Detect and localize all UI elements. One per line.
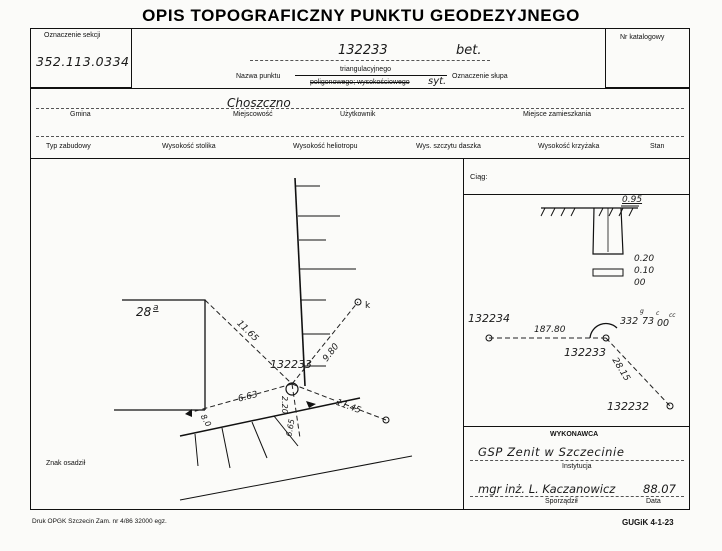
building-superscript: a xyxy=(153,303,159,313)
section-value: 352.113.0334 xyxy=(36,54,130,69)
point-number-line xyxy=(250,60,490,61)
distance-label-0: 11.65 xyxy=(234,318,260,344)
north-label: k xyxy=(365,301,371,311)
sketch-drawing xyxy=(30,158,463,510)
point-type-suffix: syt. xyxy=(428,76,447,87)
footer-print-info: Druk OPGK Szczecin Zam. nr 4/86 32000 egz. xyxy=(32,518,167,525)
distance-label-4: 6.65 xyxy=(284,418,297,438)
traverse-right-point: 132232 xyxy=(607,400,649,413)
location-line-2 xyxy=(36,136,684,137)
cross-section-drawing xyxy=(463,194,690,294)
form-title: OPIS TOPOGRAFICZNY PUNKTU GEODEZYJNEGO xyxy=(142,6,580,25)
point-number: 132233 xyxy=(338,43,388,58)
footer-code: GUGiK 4-1-23 xyxy=(622,518,674,527)
distance-label-3: 2.20 xyxy=(280,396,289,414)
section-label: Oznaczenie sekcji xyxy=(44,32,101,39)
distance-label-2: 6.63 xyxy=(236,389,259,405)
institution-line xyxy=(470,460,684,461)
point-type-bottom: poligonowego; wysokościowego xyxy=(310,79,410,86)
catalog-label: Nr katalogowy xyxy=(620,34,665,41)
institution-label: Instytucja xyxy=(562,463,592,470)
column-label-3: Wys. szczytu daszka xyxy=(416,143,481,150)
traverse-left-point: 132234 xyxy=(468,312,510,325)
author-line xyxy=(470,496,684,497)
executor-title: WYKONAWCA xyxy=(550,431,599,438)
gmina-label: Gmina xyxy=(70,111,91,118)
point-type-divider xyxy=(295,75,447,76)
traverse-center-point: 132233 xyxy=(564,346,606,359)
traverse-right-distance: 28.15 xyxy=(609,356,632,384)
executor-date: 88.07 xyxy=(643,482,676,496)
author-label: Sporządził xyxy=(545,498,578,505)
locality-value: Choszczno xyxy=(227,96,291,110)
traverse-angle-deg: 332 xyxy=(620,316,639,327)
traverse-angle-min: 73 xyxy=(642,316,655,327)
column-label-2: Wysokość heliotropu xyxy=(293,143,358,150)
traverse-angle-cc: cc xyxy=(669,312,676,319)
dim-0: 0.20 xyxy=(634,254,655,264)
marker-label: Oznaczenie słupa xyxy=(452,73,508,80)
cross-section-depth: 0.95 xyxy=(622,195,643,205)
ciag-label: Ciąg: xyxy=(470,172,488,181)
corner-label: Znak osadził xyxy=(46,460,86,467)
residence-label: Miejsce zamieszkania xyxy=(523,111,592,118)
column-label-5: Stan xyxy=(650,143,665,150)
dim-2: 00 xyxy=(634,278,646,288)
building-label: 28 xyxy=(136,305,152,319)
column-label-4: Wysokość krzyżaka xyxy=(538,143,600,150)
distance-label-5: 11.45 xyxy=(334,397,363,417)
traverse-left-distance: 187.80 xyxy=(534,325,566,335)
traverse-angle-sec: 00 xyxy=(657,318,670,329)
traverse-angle-g: g xyxy=(640,308,644,315)
executor-author: mgr inż. L. Kaczanowicz xyxy=(478,482,616,496)
executor-institution: GSP Zenit w Szczecinie xyxy=(478,445,625,459)
column-label-1: Wysokość stolika xyxy=(162,143,216,150)
location-line xyxy=(36,108,684,109)
point-name-label: Nazwa punktu xyxy=(236,73,281,80)
distance-label-1: 9.80 xyxy=(321,341,342,364)
distance-label-6: 8.0 xyxy=(198,412,213,429)
locality-label: Miejscowość xyxy=(233,111,273,118)
date-label: Data xyxy=(646,498,661,505)
column-label-0: Typ zabudowy xyxy=(46,143,91,150)
traverse-angle-c: c xyxy=(656,310,660,317)
point-type-top: triangulacyjnego xyxy=(340,66,391,73)
center-point-label: 132233 xyxy=(270,358,312,371)
header-separator xyxy=(30,88,690,89)
user-label: Użytkownik xyxy=(340,111,376,118)
marker-value: bet. xyxy=(456,43,482,58)
dim-1: 0.10 xyxy=(634,266,655,276)
